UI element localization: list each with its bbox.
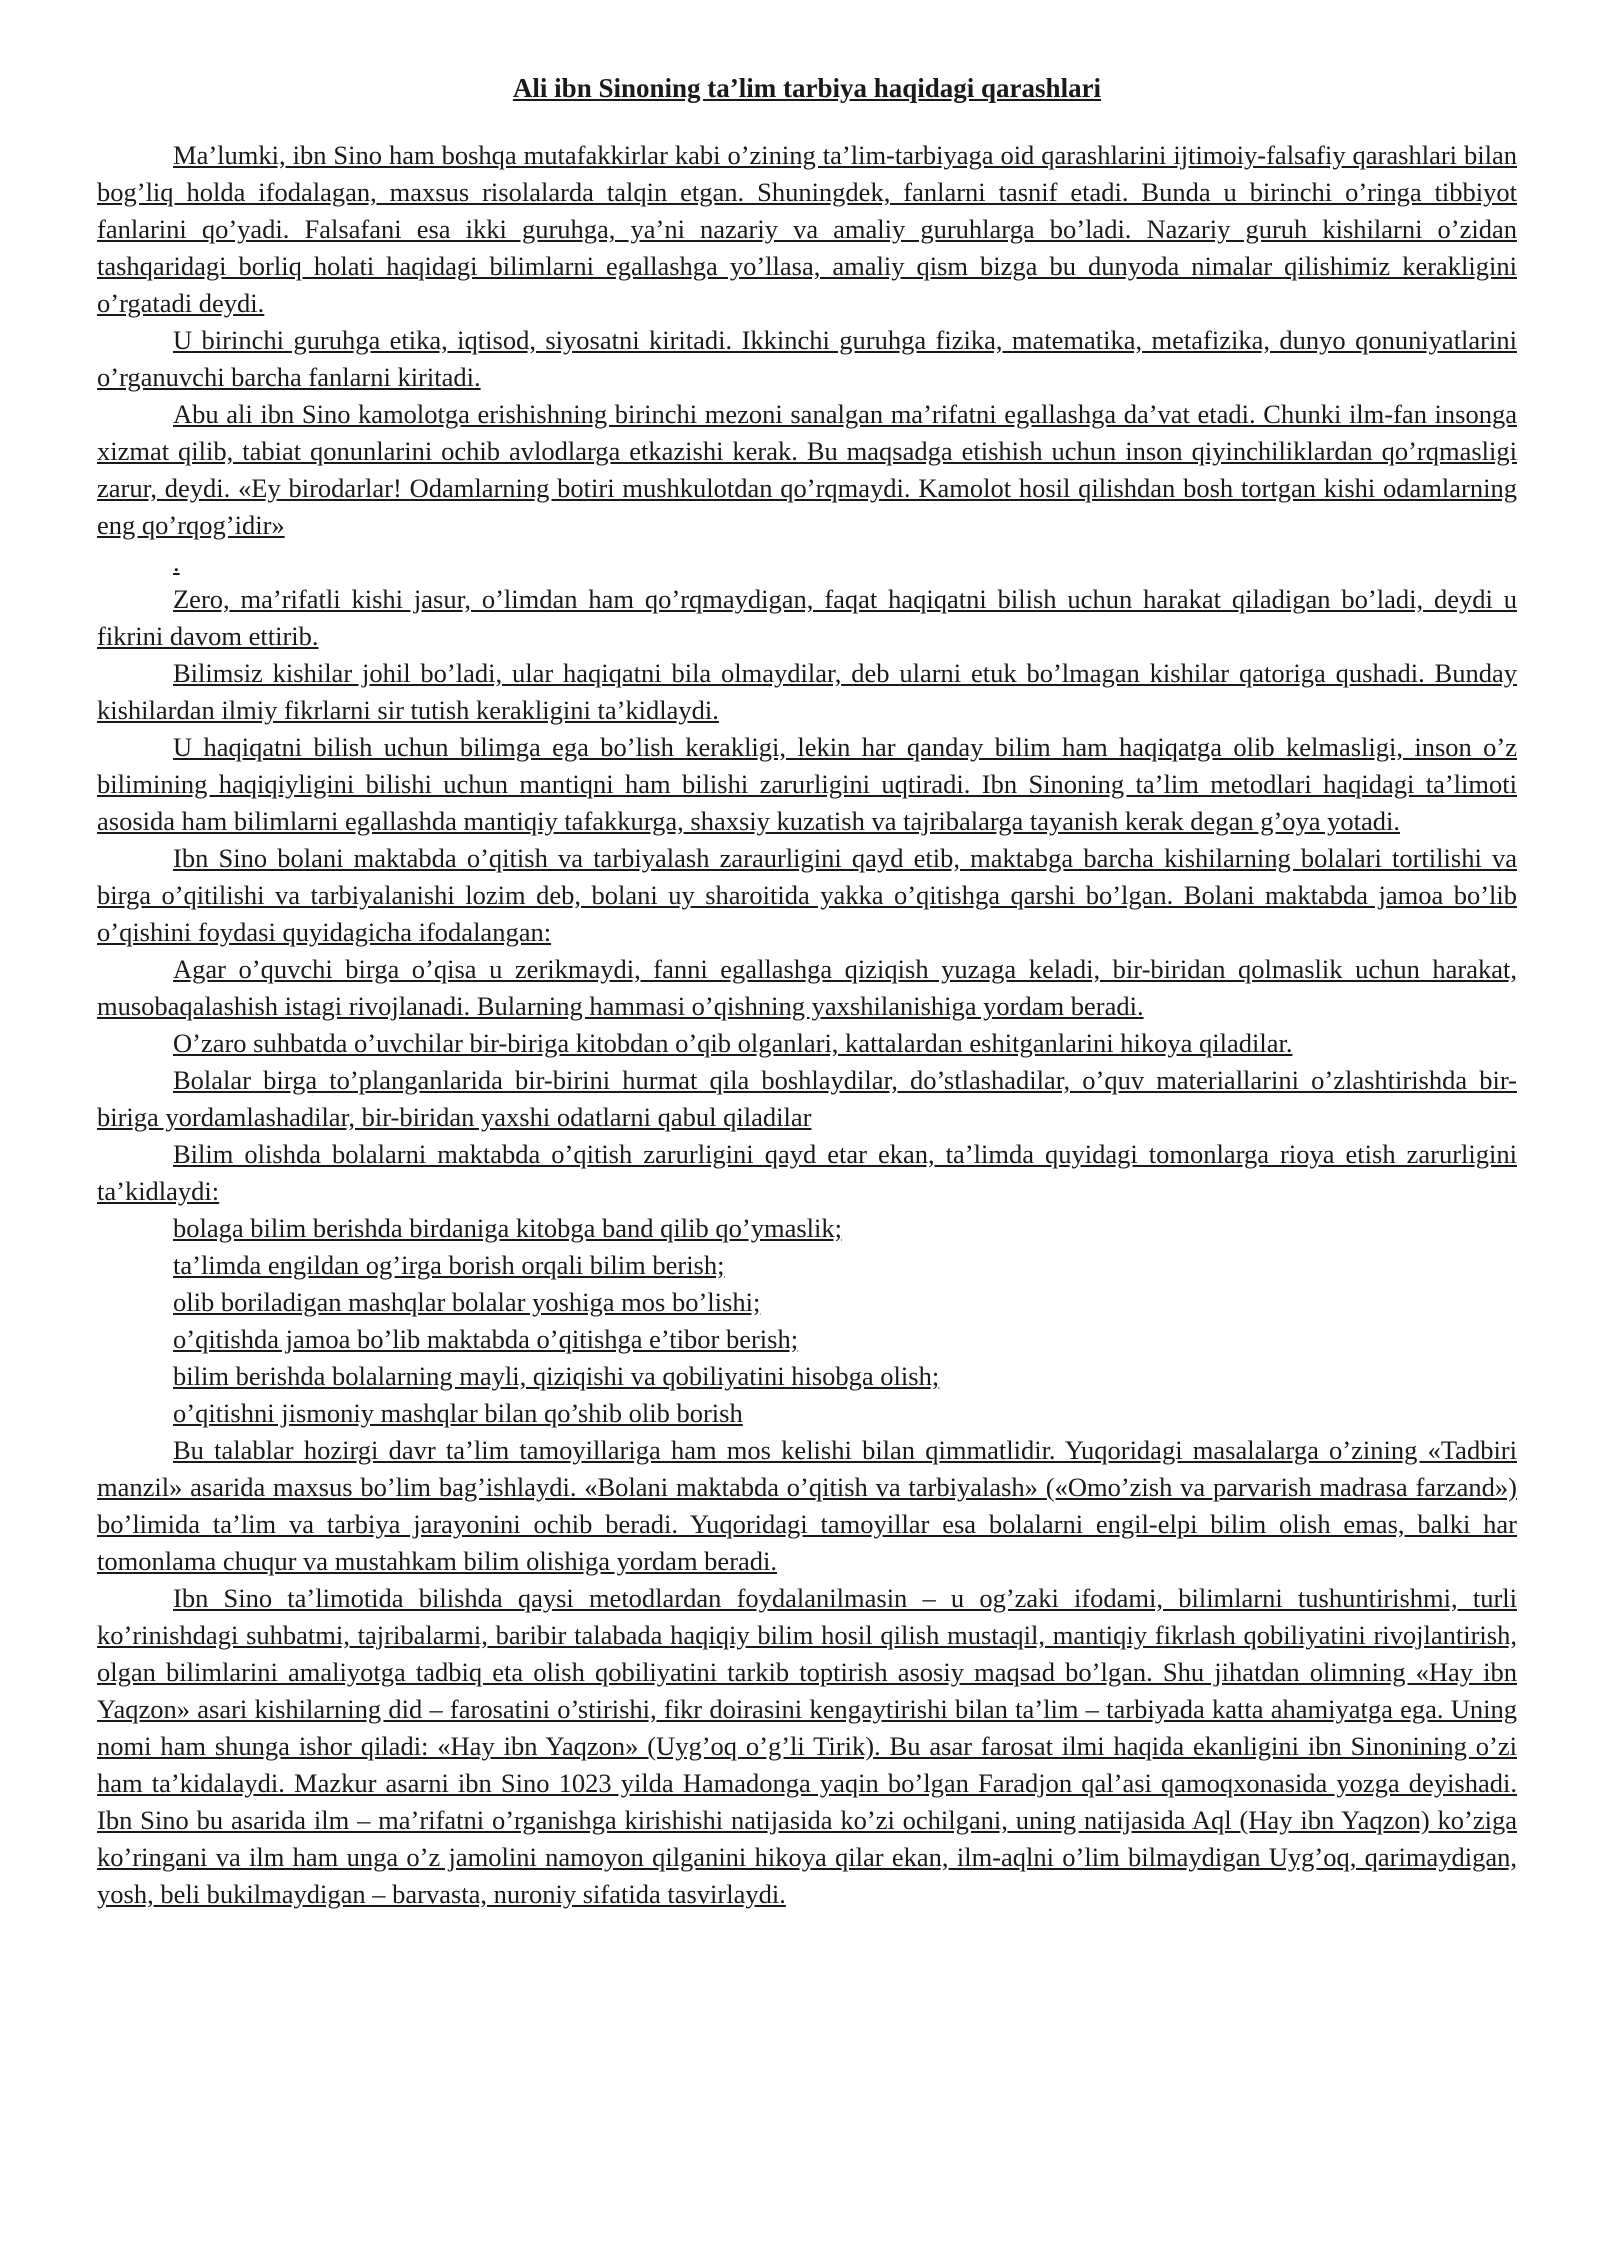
paragraph-9: O’zaro suhbatda o’uvchilar bir-biriga kitobdan o’qib olganlari, kattalardan eshitganlarini hikoya qiladilar. bbox=[173, 1028, 1293, 1058]
paragraph-4: Zero, ma’rifatli kishi jasur, o’limdan ham qo’rqmaydigan, faqat haqiqatni bilish uchun harakat qiladigan bo’ladi, deydi u fikrini davom ettirib. bbox=[97, 584, 1517, 651]
requirements-list bbox=[97, 1210, 1517, 1432]
stray-dot: . bbox=[173, 547, 180, 577]
paragraph-1: Ma’lumki, ibn Sino ham boshqa mutafakkirlar kabi o’zining ta’lim-tarbiyaga oid qarashlarini ijtimoiy-falsafiy qarashlari bilan bog’liq holda ifodalagan, maxsus risolalarda talqin etgan. Shuningdek, fanlarni tasnif etadi. Bunda u birinchi o’ringa tibbiyot fanlarini qo’yadi. Falsafani esa ikki guruhga, ya’ni nazariy va amaliy guruhlarga bo’ladi. Nazariy guruh kishilarni o’zidan tashqaridagi borliq holati haqidagi bilimlarni egallashga yo’llasa, amaliy qism bizga bu dunyoda nimalar qilishimiz kerakligini o’rgatadi deydi. bbox=[97, 140, 1517, 318]
paragraph-11: Bilim olishda bolalarni maktabda o’qitish zarurligini qayd etar ekan, ta’limda quyidagi tomonlarga rioya etish zarurligini ta’kidlaydi: bbox=[97, 1139, 1517, 1206]
paragraph-12: Bu talablar hozirgi davr ta’lim tamoyillariga ham mos kelishi bilan qimmatlidir. Yuqoridagi masalalarga o’zining «Tadbiri manzil» asarida maxsus bo’lim bag’ishlaydi. «Bolani maktabda o’qitish va tarbiyalash» («Omo’zish va parvarish madrasa farzand») bo’limida ta’lim va tarbiya jarayonini ochib beradi. Yuqoridagi tamoyillar esa bolalarni engil-elpi bilim olish emas, balki har tomonlama chuqur va mustahkam bilim olishiga yordam beradi. bbox=[97, 1435, 1517, 1576]
paragraph-3: Abu ali ibn Sino kamolotga erishishning birinchi mezoni sanalgan ma’rifatni egallashga da’vat etadi. Chunki ilm-fan insonga xizmat qilib, tabiat qonunlarini ochib avlodlarga etkazishi kerak. Bu maqsadga etishish uchun inson qiyinchiliklardan qo’rqmasligi zarur, deydi. «Ey birodarlar! Odamlarning botiri mushkulotdan qo’rqmaydi. Kamolot hosil qilishdan bosh tortgan kishi odamlarning eng qo’rqog’idir» bbox=[97, 399, 1517, 540]
paragraph-8: Agar o’quvchi birga o’qisa u zerikmaydi, fanni egallashga qiziqish yuzaga keladi, bir-biridan qolmaslik uchun harakat, musobaqalashish istagi rivojlanadi. Bularning hammasi o’qishning yaxshilanishiga yordam beradi. bbox=[97, 954, 1517, 1021]
document-title: Ali ibn Sinoning ta’lim tarbiya haqidagi qarashlari bbox=[512, 73, 1102, 103]
list-item: ta’limda engildan og’irga borish orqali bilim berish; bbox=[173, 1250, 725, 1280]
list-item: o’qitishda jamoa bo’lib maktabda o’qitishga e’tibor berish; bbox=[173, 1324, 799, 1354]
list-item: bolaga bilim berishda birdaniga kitobga band qilib qo’ymaslik; bbox=[173, 1213, 842, 1243]
paragraph-13: Ibn Sino ta’limotida bilishda qaysi metodlardan foydalanilmasin – u og’zaki ifodami, bilimlarni tushuntirishmi, turli ko’rinishdagi suhbatmi, tajribalarmi, baribir talabada haqiqiy bilim hosil qilish mustaqil, mantiqiy fikrlash qobiliyatini rivojlantirish, olgan bilimlarini amaliyotga tadbiq eta olish qobiliyatini tarkib toptirish asosiy maqsad bo’lgan. Shu jihatdan olimning «Hay ibn Yaqzon» asari kishilarning did – farosatini o’stirishi, fikr doirasini kengaytirishi bilan ta’lim – tarbiyada katta ahamiyatga ega. Uning nomi ham shunga ishor qiladi: «Hay ibn Yaqzon» (Uyg’oq o’g’li Tirik). Bu asar farosat ilmi haqida ekanligini ibn Sinonining o’zi ham ta’kidalaydi. Mazkur asarni ibn Sino 1023 yilda Hamadonga yaqin bo’lgan Faradjon qal’asi qamoqxonasida yozga deyishadi. Ibn Sino bu asarida ilm – ma’rifatni o’rganishga kirishishi natijasida ko’zi ochilgani, uning natijasida Aql (Hay ibn Yaqzon) ko’ziga ko’ringani va ilm ham unga o’z jamolini namoyon qilganini hikoya qilar ekan, ilm-aqlni o’lim bilmaydigan Uyg’oq, qarimaydigan, yosh, beli bukilmaydigan – barvasta, nuroniy sifatida tasvirlaydi. bbox=[97, 1583, 1517, 1909]
paragraph-10: Bolalar birga to’planganlarida bir-birini hurmat qila boshlaydilar, do’stlashadilar, o’quv materiallarini o’zlashtirishda bir-biriga yordamlashadilar, bir-biridan yaxshi odatlarni qabul qiladilar bbox=[97, 1065, 1517, 1132]
list-item: o’qitishni jismoniy mashqlar bilan qo’shib olib borish bbox=[173, 1398, 743, 1428]
list-item: olib boriladigan mashqlar bolalar yoshiga mos bo’lishi; bbox=[173, 1287, 761, 1317]
list-item: bilim berishda bolalarning mayli, qiziqishi va qobiliyatini hisobga olish; bbox=[173, 1361, 940, 1391]
document-page bbox=[97, 70, 1517, 1913]
paragraph-5: Bilimsiz kishilar johil bo’ladi, ular haqiqatni bila olmaydilar, deb ularni etuk bo’lmagan kishilar qatoriga qushadi. Bunday kishilardan ilmiy fikrlarni sir tutish kerakligini ta’kidlaydi. bbox=[97, 658, 1517, 725]
paragraph-2: U birinchi guruhga etika, iqtisod, siyosatni kiritadi. Ikkinchi guruhga fizika, matematika, metafizika, dunyo qonuniyatlarini o’rganuvchi barcha fanlarni kiritadi. bbox=[97, 325, 1517, 392]
paragraph-7: Ibn Sino bolani maktabda o’qitish va tarbiyalash zaraurligini qayd etib, maktabga barcha kishilarning bolalari tortilishi va birga o’qitilishi va tarbiyalanishi lozim deb, bolani uy sharoitida yakka o’qitishga qarshi bo’lgan. Bolani maktabda jamoa bo’lib o’qishini foydasi quyidagicha ifodalangan: bbox=[97, 843, 1517, 947]
paragraph-6: U haqiqatni bilish uchun bilimga ega bo’lish kerakligi, lekin har qanday bilim ham haqiqatga olib kelmasligi, inson o’z bilimining haqiqiyligini bilishi uchun mantiqni ham bilishi zarurligini uqtiradi. Ibn Sinoning ta’lim metodlari haqidagi ta’limoti asosida ham bilimlarni egallashda mantiqiy tafakkurga, shaxsiy kuzatish va tajribalarga tayanish kerak degan g’oya yotadi. bbox=[97, 732, 1517, 836]
